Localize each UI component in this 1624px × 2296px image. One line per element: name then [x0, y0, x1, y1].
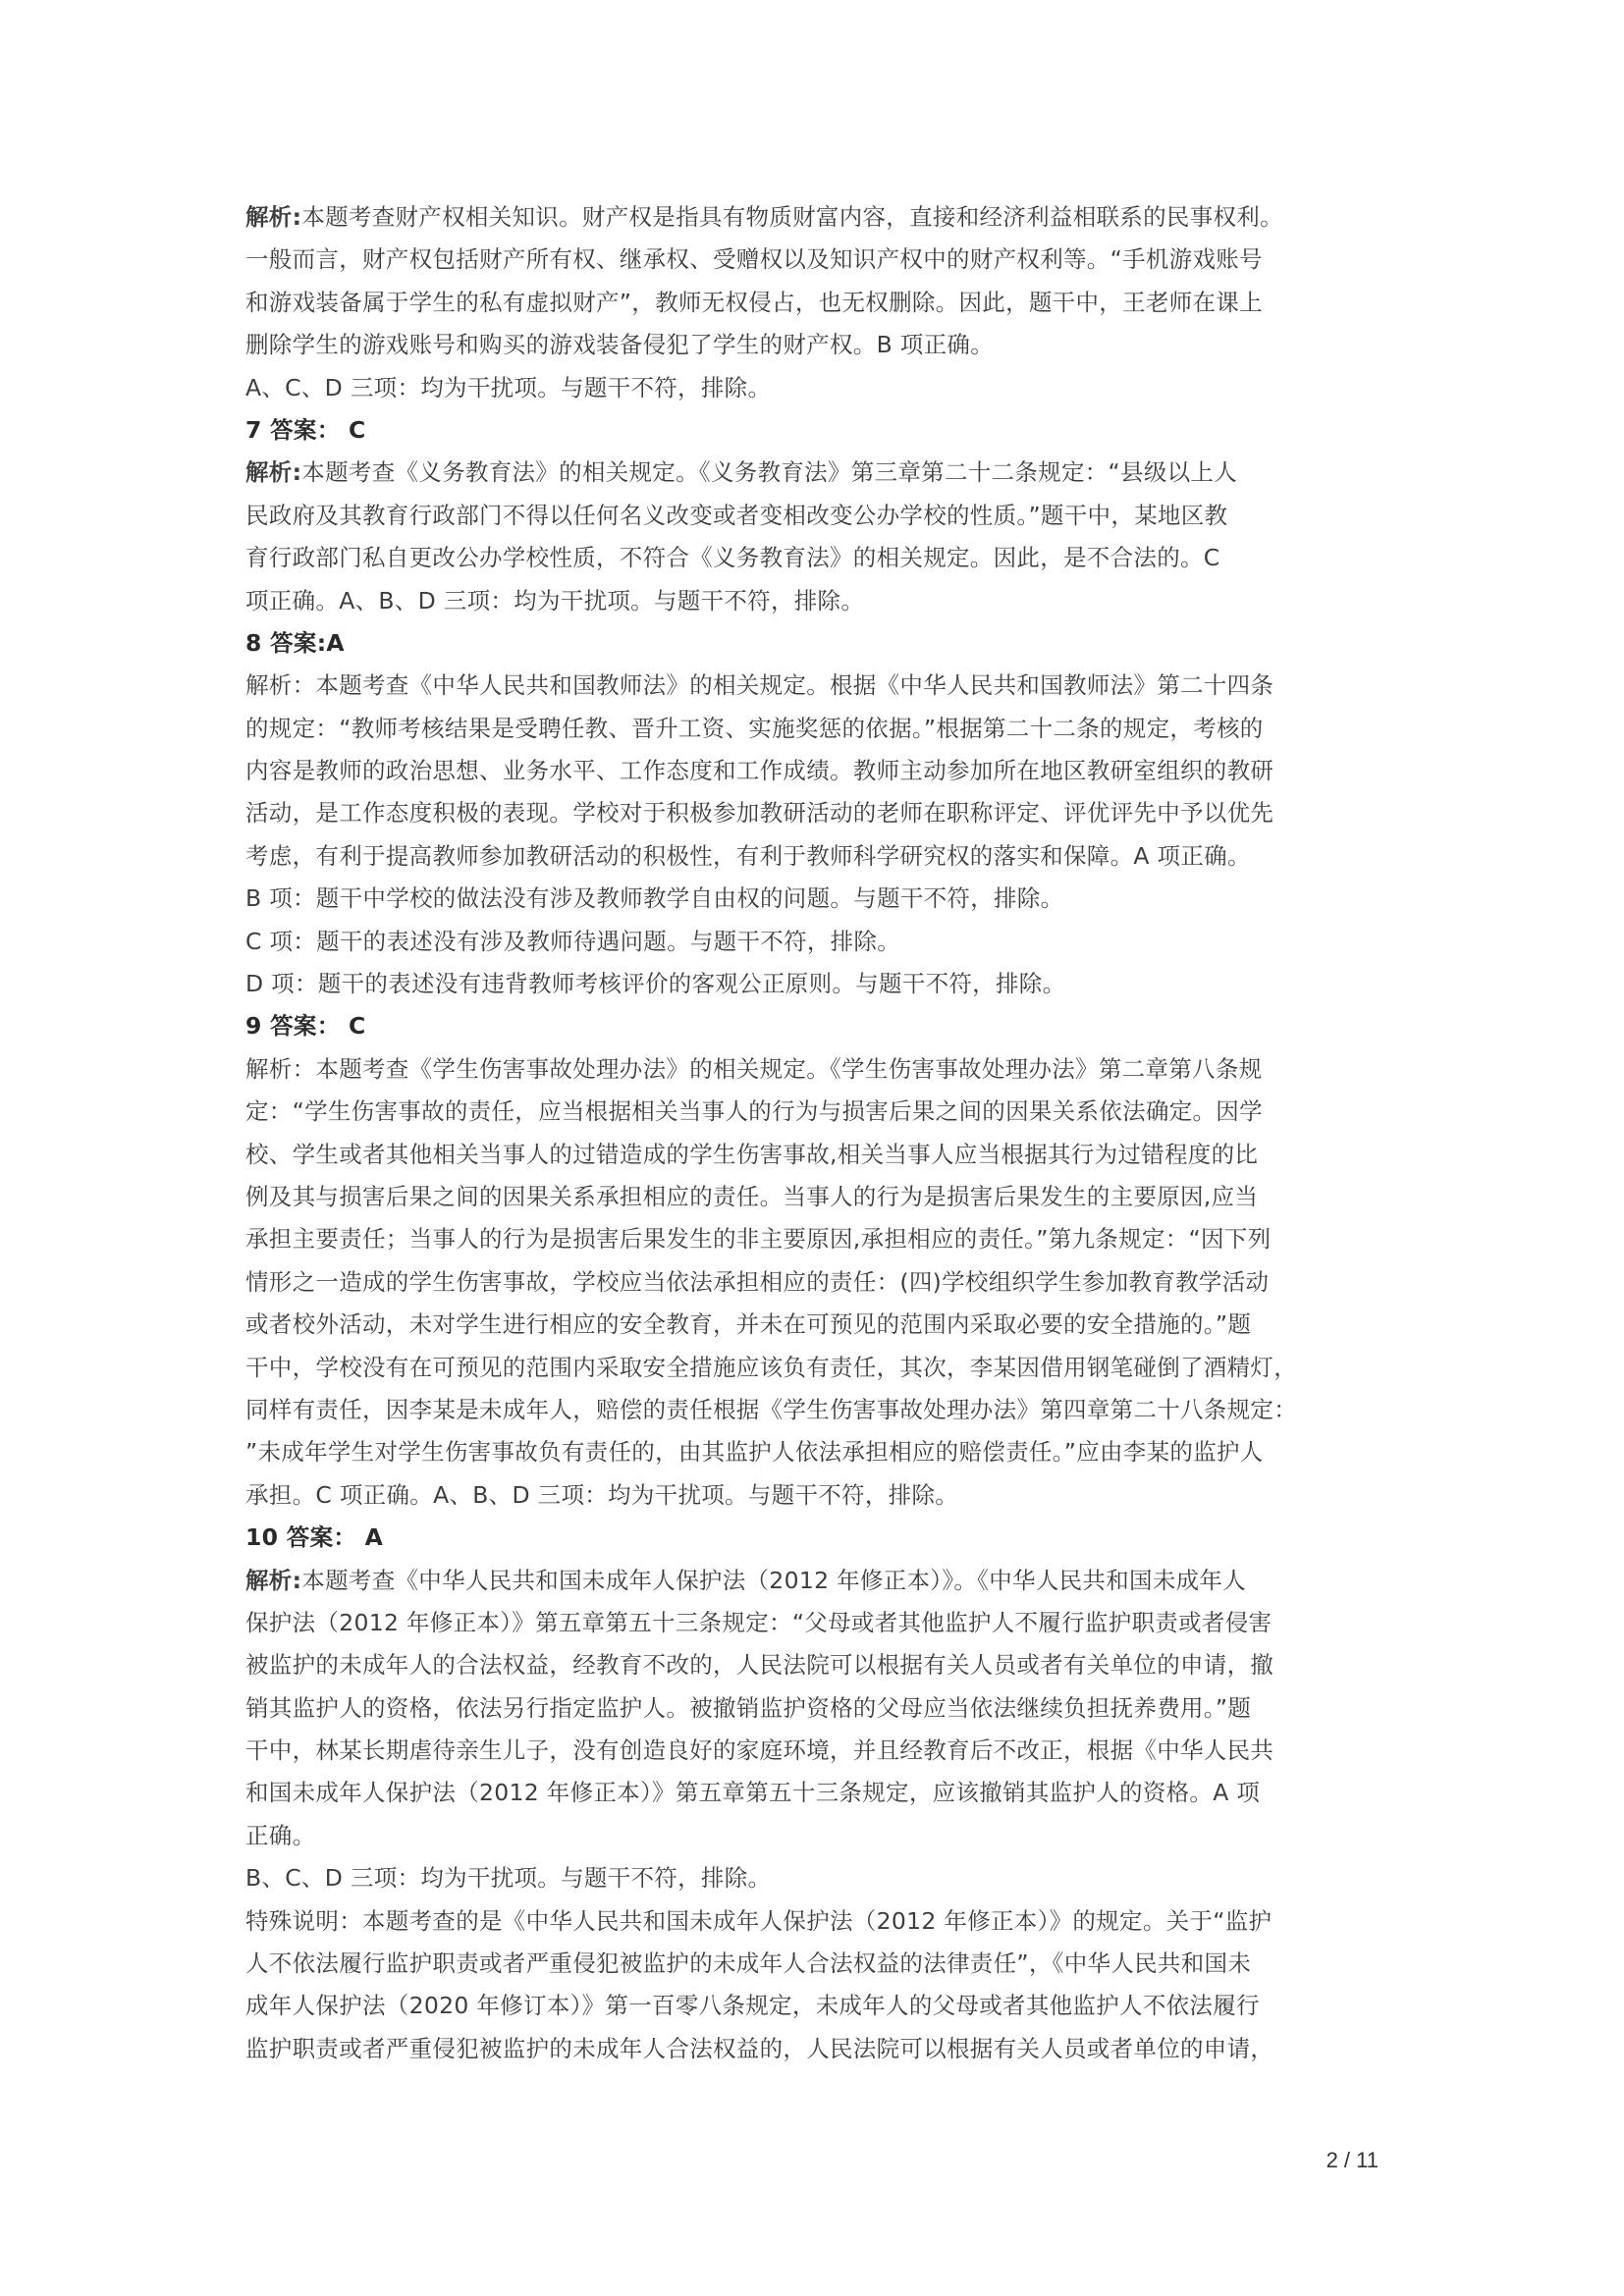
- line-text: 被监护的未成年人的合法权益，经教育不改的，人民法院可以根据有关人员或者有关单位的申请，撤: [245, 1651, 1274, 1680]
- text-line: [245, 1815, 1379, 1857]
- text-line: [245, 1176, 1379, 1218]
- text-line: [245, 324, 1379, 366]
- line-text: 定：“学生伤害事故的责任，应当根据相关当事人的行为与损害后果之间的因果关系依法确定。因学: [245, 1097, 1263, 1126]
- text-line: [245, 1560, 1379, 1602]
- line-text: 解析：本题考查《中华人民共和国教师法》的相关规定。根据《中华人民共和国教师法》第二十四条: [245, 671, 1274, 700]
- line-text: 销其监护人的资格，依法另行指定监护人。被撤销监护资格的父母应当依法继续负担抚养费用。”题: [245, 1693, 1252, 1722]
- text-line: [245, 367, 1379, 409]
- text-line: [245, 495, 1379, 537]
- text-line: [245, 1474, 1379, 1517]
- document-body: [245, 196, 1379, 2070]
- line-text: 一般而言，财产权包括财产所有权、继承权、受赠权以及知识产权中的财产权利等。“手机游戏账号: [245, 245, 1263, 274]
- analysis-label: 解析:: [245, 1566, 302, 1594]
- line-text: 正确。: [245, 1821, 316, 1849]
- line-text: 考虑，有利于提高教师参加教研活动的积极性，有利于教师科学研究权的落实和保障。A 项正确。: [245, 841, 1251, 870]
- line-text: 干中，林某长期虐待亲生儿子，没有创造良好的家庭环境，并且经教育后不改正，根据《中华人民共: [245, 1736, 1274, 1765]
- line-text: 删除学生的游戏账号和购买的游戏装备侵犯了学生的财产权。B 项正确。: [245, 331, 994, 359]
- analysis-label: 解析:: [245, 458, 302, 487]
- text-line: [245, 1431, 1379, 1473]
- line-text: 的规定：“教师考核结果是受聘任教、晋升工资、实施奖惩的依据。”根据第二十二条的规定，考核的: [245, 714, 1264, 742]
- text-line: [245, 2028, 1379, 2070]
- text-line: [245, 1218, 1379, 1260]
- answer-heading: 8 答案:A: [245, 628, 345, 657]
- text-line: [245, 1304, 1379, 1346]
- line-text: D 项：题干的表述没有违背教师考核评价的客观公正原则。与题干不符，排除。: [245, 970, 1066, 998]
- text-line: [245, 1091, 1379, 1133]
- text-line: [245, 963, 1379, 1005]
- line-text: 保护法（2012 年修正本）》第五章第五十三条规定：“父母或者其他监护人不履行监护职责或者侵害: [245, 1608, 1272, 1636]
- text-line: [245, 1985, 1379, 2027]
- text-line: [245, 835, 1379, 878]
- text-line: [245, 580, 1379, 622]
- text-line: [245, 1347, 1379, 1389]
- text-line: [245, 1943, 1379, 1985]
- line-text: 内容是教师的政治思想、业务水平、工作态度和工作成绩。教师主动参加所在地区教研室组织的教研: [245, 757, 1274, 785]
- text-line: [245, 452, 1379, 494]
- line-text: 监护职责或者严重侵犯被监护的未成年人合法权益的，人民法院可以根据有关人员或者单位的申请，: [245, 2034, 1274, 2062]
- analysis-label: 解析:: [245, 203, 302, 231]
- line-text: 育行政部门私自更改公办学校性质，不符合《义务教育法》的相关规定。因此，是不合法的。C: [245, 544, 1220, 572]
- line-text: 成年人保护法（2020 年修订本）》第一百零八条规定，未成年人的父母或者其他监护人不依法履行: [245, 1992, 1260, 2020]
- line-text: 校、学生或者其他相关当事人的过错造成的学生伤害事故,相关当事人应当根据其行为过错程度的比: [245, 1140, 1259, 1168]
- text-line: [245, 1134, 1379, 1176]
- text-line: [245, 1772, 1379, 1814]
- line-text: 和国未成年人保护法（2012 年修正本）》第五章第五十三条规定，应该撤销其监护人的资格。A 项: [245, 1779, 1261, 1807]
- text-line: [245, 1389, 1379, 1431]
- line-text: 人不依法履行监护职责或者严重侵犯被监护的未成年人合法权益的法律责任”，《中华人民共和国未: [245, 1949, 1252, 1978]
- text-line: [245, 1687, 1379, 1730]
- text-line: [245, 1644, 1379, 1686]
- text-line: [245, 665, 1379, 707]
- line-text: 同样有责任，因李某是未成年人，赔偿的责任根据《学生伤害事故处理办法》第四章第二十八条规定：: [245, 1395, 1297, 1423]
- line-text: B 项：题干中学校的做法没有涉及教师教学自由权的问题。与题干不符，排除。: [245, 884, 1064, 913]
- line-text: 本题考查《义务教育法》的相关规定。《义务教育法》第三章第二十二条规定：“县级以上人: [301, 458, 1238, 487]
- text-line: [245, 792, 1379, 834]
- text-line: [245, 1048, 1379, 1091]
- text-line: [245, 537, 1379, 579]
- line-text: 特殊说明：本题考查的是《中华人民共和国未成年人保护法（2012 年修正本）》的规定。关于“监护: [245, 1906, 1272, 1935]
- line-text: 承担主要责任；当事人的行为是损害后果发生的非主要原因,承担相应的责任。”第九条规定：“因下列: [245, 1225, 1272, 1254]
- text-line: [245, 1602, 1379, 1644]
- line-text: B、C、D 三项：均为干扰项。与题干不符，排除。: [245, 1864, 772, 1893]
- line-text: 承担。C 项正确。A、B、D 三项：均为干扰项。与题干不符，排除。: [245, 1480, 959, 1509]
- line-text: 本题考查《中华人民共和国未成年人保护法（2012 年修正本）》。《中华人民共和国未成年人: [301, 1566, 1247, 1594]
- text-line: [245, 239, 1379, 281]
- line-text: 例及其与损害后果之间的因果关系承担相应的责任。当事人的行为是损害后果发生的主要原因,应当: [245, 1182, 1259, 1210]
- line-text: 项正确。A、B、D 三项：均为干扰项。与题干不符，排除。: [245, 586, 865, 614]
- text-line: [245, 708, 1379, 750]
- line-text: 情形之一造成的学生伤害事故，学校应当依法承担相应的责任：(四)学校组织学生参加教育教学活动: [245, 1267, 1270, 1296]
- line-text: 干中，学校没有在可预见的范围内采取安全措施应该负有责任，其次，李某因借用钢笔碰倒了酒精灯，: [245, 1353, 1297, 1381]
- page-number: 2 / 11: [1326, 2148, 1379, 2172]
- text-line: [245, 1900, 1379, 1943]
- line-text: 民政府及其教育行政部门不得以任何名义改变或者变相改变公办学校的性质。”题干中，某地区教: [245, 501, 1228, 529]
- line-text: A、C、D 三项：均为干扰项。与题干不符，排除。: [245, 373, 772, 401]
- line-text: 和游戏装备属于学生的私有虚拟财产”，教师无权侵占，也无权删除。因此，题干中，王老师在课上: [245, 288, 1263, 316]
- answer-heading: 9 答案： C: [245, 1012, 366, 1041]
- text-line: [245, 921, 1379, 963]
- text-line: [245, 282, 1379, 324]
- text-line: [245, 1261, 1379, 1304]
- line-text: ”未成年学生对学生伤害事故负有责任的，由其监护人依法承担相应的赔偿责任。”应由李某的监护人: [245, 1438, 1264, 1467]
- answer-heading: 7 答案： C: [245, 415, 366, 444]
- line-text: 本题考查财产权相关知识。财产权是指具有物质财富内容，直接和经济利益相联系的民事权利。: [301, 203, 1283, 231]
- answer-heading: 10 答案： A: [245, 1523, 384, 1552]
- line-text: 活动，是工作态度积极的表现。学校对于积极参加教研活动的老师在职称评定、评优评先中予以优先: [245, 799, 1274, 828]
- line-text: C 项：题干的表述没有涉及教师待遇问题。与题干不符，排除。: [245, 927, 901, 955]
- line-text: 或者校外活动，未对学生进行相应的安全教育，并未在可预见的范围内采取必要的安全措施的。”题: [245, 1310, 1252, 1339]
- text-line: [245, 1857, 1379, 1899]
- text-line: [245, 196, 1379, 239]
- text-line: [245, 1730, 1379, 1772]
- text-line: [245, 750, 1379, 792]
- line-text: 解析：本题考查《学生伤害事故处理办法》的相关规定。《学生伤害事故处理办法》第二章第八条规: [245, 1054, 1263, 1083]
- text-line: [245, 878, 1379, 920]
